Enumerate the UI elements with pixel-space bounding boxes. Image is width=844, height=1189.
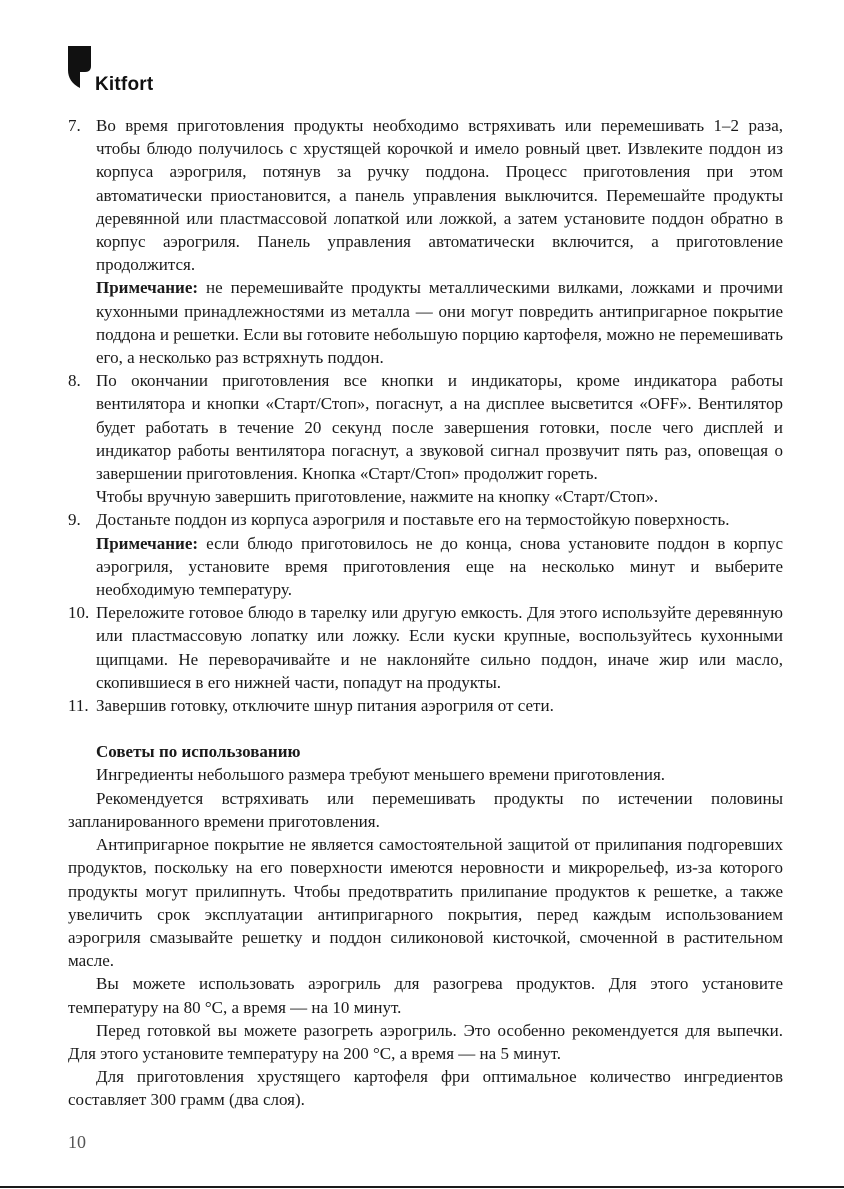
step-7 <box>68 114 783 369</box>
step-number: 10. <box>68 603 90 623</box>
step-text: Завершив готовку, отключите шнур питания аэрогриля от сети. <box>96 696 554 716</box>
tip-paragraph: Антипригарное покрытие не является самостоятельной защитой от прилипания подгоревших продуктов, поскольку на его поверхности имеются неровности и микрорельеф, из-за которого продукты могут прилипнуть. Чтобы предотвратить прилипание продуктов к решетке, а также увеличить срок эксплуатации антипригарного покрытия, перед каждым использованием аэрогриля смазывайте решетку и поддон силиконовой кисточкой, смоченной в растительном масле. <box>68 835 783 971</box>
step-9 <box>68 508 783 601</box>
step-text: Достаньте поддон из корпуса аэрогриля и поставьте его на термостойкую поверхность. <box>96 510 730 530</box>
step-number: 9. <box>68 510 81 530</box>
manual-content <box>68 114 783 1112</box>
page-number: 10 <box>68 1132 86 1152</box>
step-10 <box>68 601 783 694</box>
tips-title: Советы по использованию <box>96 742 301 762</box>
note-label: Примечание: <box>96 533 199 553</box>
step-8 <box>68 369 783 508</box>
step-text: По окончании приготовления все кнопки и индикаторы, кроме индикатора работы вентилятора и кнопки «Старт/Стоп», погаснут, а на дисплее высветится «OFF». Вентилятор будет работать в течение 20 секунд после завершения готовки, после чего дисплей и индикатор работы вентилятора погаснут, а звуковой сигнал прозвучит пять раз, оповещая о завершении приготовления. Кнопка «Старт/Стоп» продолжит гореть. <box>96 371 783 484</box>
brand-logo <box>68 46 198 94</box>
tip-paragraph: Для приготовления хрустящего картофеля фри оптимальное количество ингредиентов составляет 300 грамм (два слоя). <box>68 1067 783 1110</box>
note-label: Примечание: <box>96 278 199 298</box>
step-number: 11. <box>68 696 89 716</box>
tip-paragraph: Ингредиенты небольшого размера требуют меньшего времени приготовления. <box>96 765 666 785</box>
steps-list <box>68 114 783 717</box>
step-note <box>96 276 783 369</box>
bottom-rule <box>0 1186 844 1188</box>
step-text: Переложите готовое блюдо в тарелку или другую емкость. Для этого используйте деревянную или пластмассовую лопатку или ложку. Если куски крупные, воспользуйтесь кухонными щипцами. Не переворачивайте и не наклоняйте сильно поддон, иначе жир или масло, скопившиеся в его нижней части, попадут на продукты. <box>96 603 783 692</box>
tip-paragraph: Вы можете использовать аэрогриль для разогрева продуктов. Для этого установите температуру на 80 °C, а время — на 10 минут. <box>68 974 783 1017</box>
step-note <box>96 532 783 602</box>
tip-paragraph: Рекомендуется встряхивать или перемешивать продукты по истечении половины запланированного времени приготовления. <box>68 788 783 831</box>
note-text: если блюдо приготовилось не до конца, снова установите поддон в корпус аэрогриля, установите время приготовления еще на несколько минут и выберите необходимую температуру. <box>96 533 783 600</box>
step-11 <box>68 694 783 717</box>
step-number: 7. <box>68 116 81 135</box>
step-text: Чтобы вручную завершить приготовление, нажмите на кнопку «Старт/Стоп». <box>96 487 659 507</box>
kitfort-logo-icon <box>68 46 91 88</box>
step-number: 8. <box>68 371 81 391</box>
step-text: Во время приготовления продукты необходимо встряхивать или перемешивать 1–2 раза, чтобы блюдо получилось с хрустящей корочкой и имело ровный цвет. Извлеките поддон из корпуса аэрогриля, потянув за ручку поддона. Процесс приготовления при этом автоматически приостановится, а панель управления выключится. Перемешайте продукты деревянной или пластмассовой лопаткой или ложкой, а затем установите поддон обратно в корпус аэрогриля. Панель управления автоматически включится, а приготовление продолжится. <box>96 116 783 275</box>
note-text: не перемешивайте продукты металлическими вилками, ложками и прочими кухонными принадлежностями из металла — они могут повредить антипригарное покрытие поддона и решетки. Если вы готовите небольшую порцию картофеля, можно не перемешивать его, а несколько раз встряхнуть поддон. <box>96 278 783 368</box>
brand-name: Kitfort <box>95 74 154 95</box>
tip-paragraph: Перед готовкой вы можете разогреть аэрогриль. Это особенно рекомендуется для выпечки. Для этого установите температуру на 200 °C, а время — на 5 минут. <box>68 1020 783 1063</box>
